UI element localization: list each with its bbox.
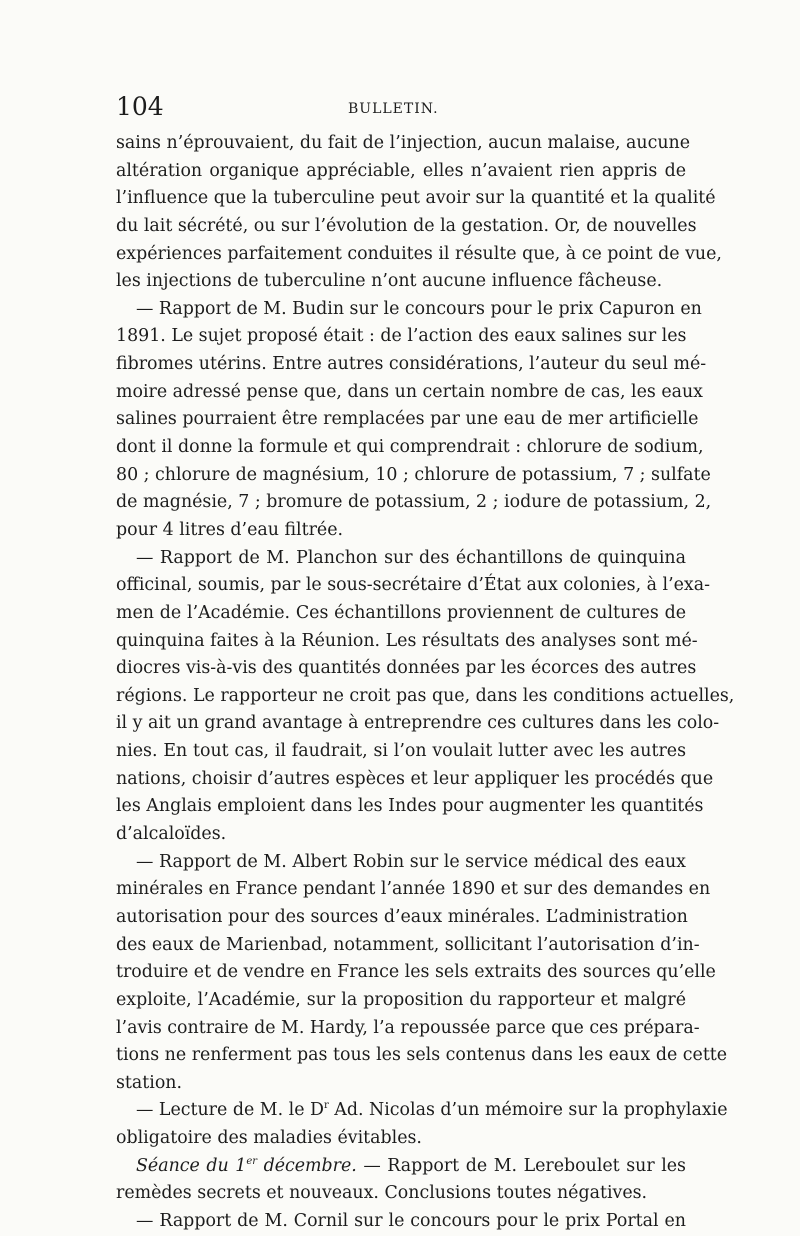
text-line: diocres vis-à-vis des quantités données par les écorces des autres: [116, 658, 697, 679]
text-line: officinal, soumis, par le sous-secrétaire d’État aux colonies, à l’exa-: [116, 575, 710, 596]
text-line: quinquina faites à la Réunion. Les résultats des analyses sont mé-: [116, 630, 698, 651]
text-fragment: Ad. Nicolas d’un mémoire sur la prophylaxie: [328, 1100, 728, 1121]
text-line: pour 4 litres d’eau filtrée.: [116, 519, 344, 540]
text-fragment: décembre.: [257, 1155, 357, 1176]
text-line: moire adressé pense que, dans un certain nombre de cas, les eaux: [116, 381, 703, 402]
text-line: régions. Le rapporteur ne croit pas que, dans les conditions actuelles,: [116, 685, 735, 706]
text-line: des eaux de Marienbad, notamment, sollicitant l’autorisation d’in-: [116, 934, 700, 955]
text-line: dont il donne la formule et qui comprendrait : chlorure de sodium,: [116, 437, 704, 458]
text-line: — Rapport de M. Planchon sur des échantillons de quinquina: [136, 547, 686, 568]
text-fragment: — Lecture de M. le D: [136, 1100, 324, 1121]
text-fragment: Séance du 1: [136, 1155, 247, 1176]
text-line: [116, 1097, 728, 1125]
text-line: salines pourraient être remplacées par une eau de mer artificielle: [116, 409, 699, 430]
text-line: du lait sécrété, ou sur l’évolution de la gestation. Or, de nouvelles: [116, 215, 697, 236]
text-line: tions ne renferment pas tous les sels contenus dans les eaux de cette: [116, 1045, 728, 1066]
text-line: [116, 1153, 686, 1181]
text-line: — Rapport de M. Albert Robin sur le service médical des eaux: [136, 851, 686, 872]
text-line: men de l’Académie. Ces échantillons proviennent de cultures de: [116, 602, 686, 623]
text-line: l’influence que la tuberculine peut avoir sur la quantité et la qualité: [116, 188, 716, 209]
text-fragment: — Rapport de M. Lereboulet sur les: [356, 1155, 686, 1176]
text-line: les injections de tuberculine n’ont aucune influence fâcheuse.: [116, 271, 663, 292]
text-line: fibromes utérins. Entre autres considérations, l’auteur du seul mé-: [116, 354, 707, 375]
superscript: r: [323, 1100, 329, 1112]
text-line: — Rapport de M. Budin sur le concours pour le prix Capuron en: [136, 298, 702, 319]
page-header: [116, 92, 686, 126]
page-number: 104: [116, 92, 164, 121]
running-title: BULLETIN.: [348, 101, 439, 117]
text-line: de magnésie, 7 ; bromure de potassium, 2 ; iodure de potassium, 2,: [116, 492, 712, 513]
text-line: d’alcaloïdes.: [116, 824, 227, 845]
text-line: 1891. Le sujet proposé était : de l’action des eaux salines sur les: [116, 326, 687, 347]
text-line: nations, choisir d’autres espèces et leur appliquer les procédés que: [116, 768, 714, 789]
text-line: station.: [116, 1072, 183, 1093]
text-line: nies. En tout cas, il faudrait, si l’on voulait lutter avec les autres: [116, 741, 686, 762]
text-line: exploite, l’Académie, sur la proposition du rapporteur et malgré: [116, 989, 686, 1010]
text-line: les Anglais emploient dans les Indes pour augmenter les quantités: [116, 796, 704, 817]
text-line: obligatoire des maladies évitables.: [116, 1128, 422, 1149]
text-line: altération organique appréciable, elles n’avaient rien appris de: [116, 160, 686, 181]
text-line: — Rapport de M. Cornil sur le concours pour le prix Portal en: [136, 1210, 686, 1231]
text-line: sains n’éprouvaient, du fait de l’injection, aucun malaise, aucune: [116, 133, 691, 153]
body-text: [116, 130, 735, 1236]
text-line: l’avis contraire de M. Hardy, l’a repoussée parce que ces prépara-: [116, 1017, 700, 1038]
text-line: remèdes secrets et nouveaux. Conclusions toutes négatives.: [116, 1183, 648, 1204]
text-line: minérales en France pendant l’année 1890 et sur des demandes en: [116, 879, 711, 900]
text-line: autorisation pour des sources d’eaux minérales. L’administration: [116, 906, 688, 927]
superscript: er: [246, 1155, 258, 1167]
text-line: expériences parfaitement conduites il résulte que, à ce point de vue,: [116, 243, 722, 264]
text-line: il y ait un grand avantage à entreprendre ces cultures dans les colo-: [116, 713, 720, 734]
text-line: 80 ; chlorure de magnésium, 10 ; chlorure de potassium, 7 ; sulfate: [116, 464, 711, 485]
text-line: troduire et de vendre en France les sels extraits des sources qu’elle: [116, 962, 716, 983]
